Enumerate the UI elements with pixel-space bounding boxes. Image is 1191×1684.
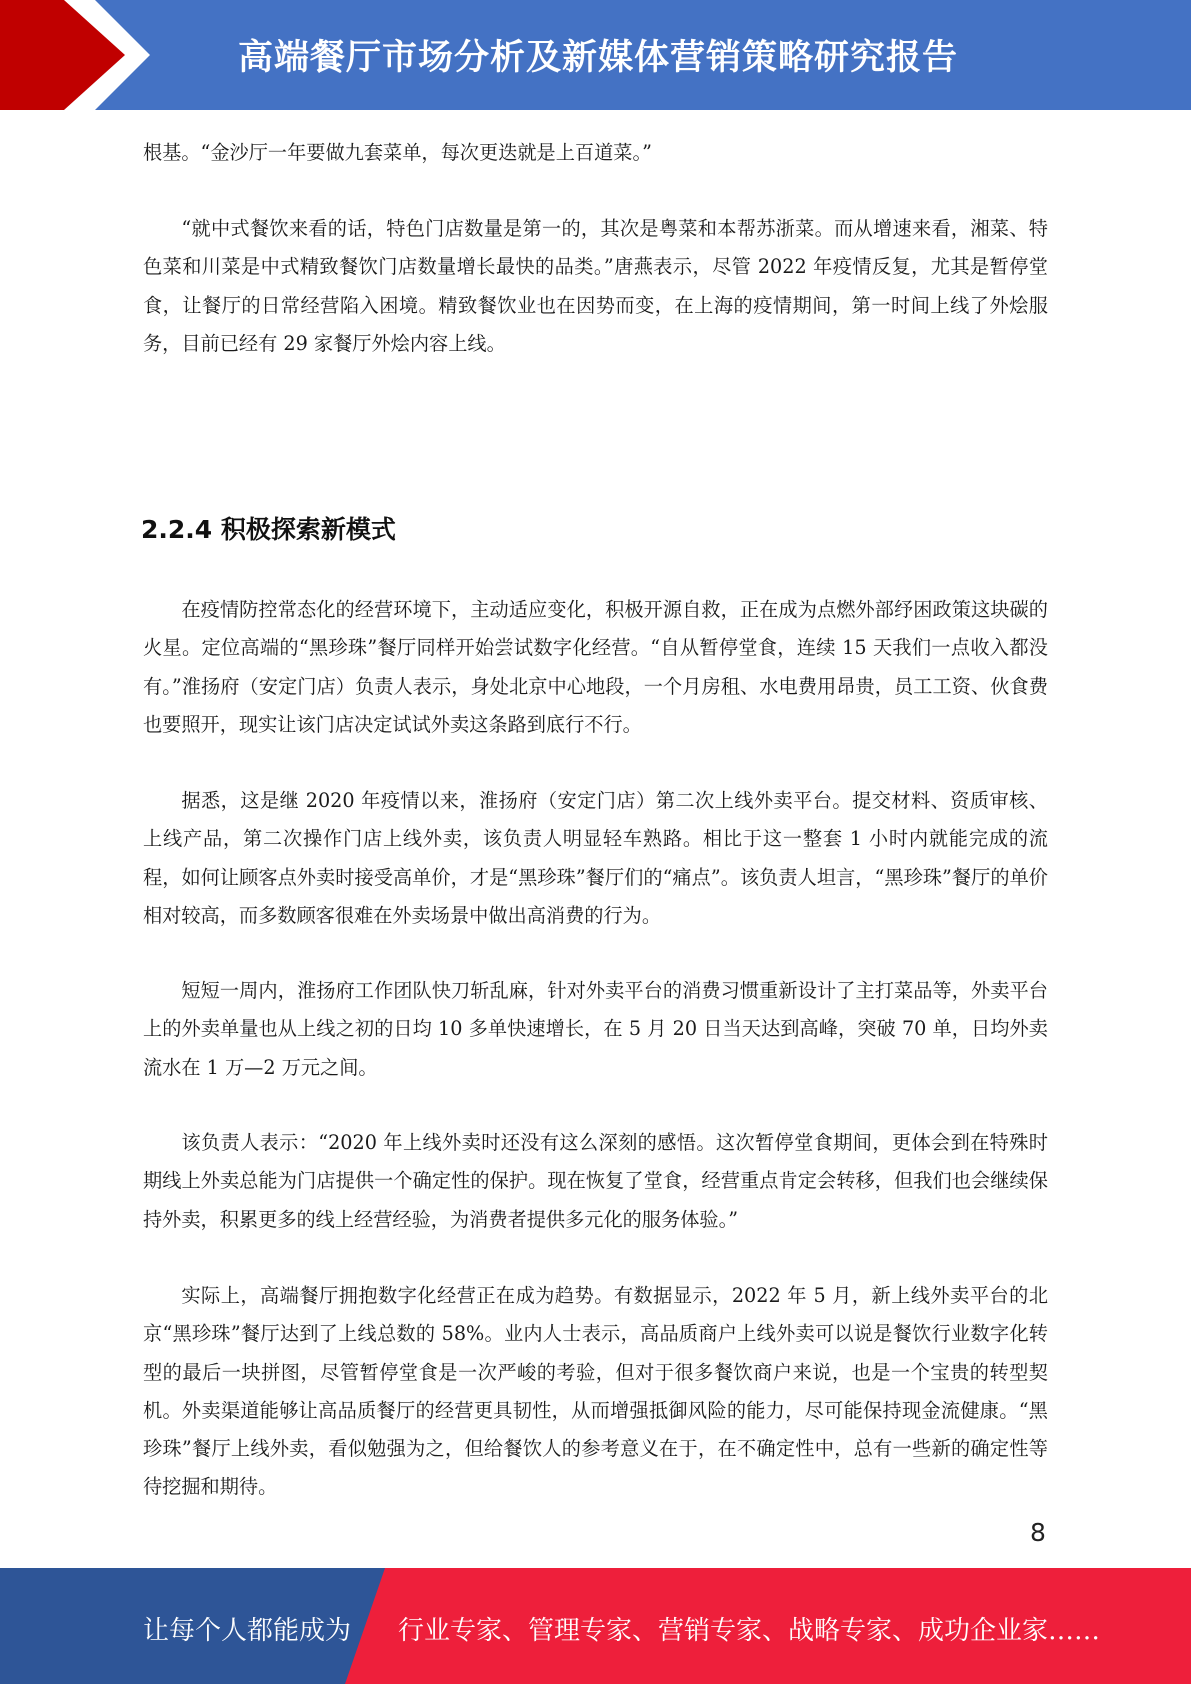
- section-heading: 2.2.4 积极探索新模式: [141, 515, 396, 544]
- header-title: 高端餐厅市场分析及新媒体营销策略研究报告: [238, 38, 959, 78]
- paragraph-continuation: 根基。“金沙厅一年要做九套菜单，每次更迭就是上百道菜。”: [143, 141, 652, 164]
- paragraph: 短短一周内，淮扬府工作团队快刀斩乱麻，针对外卖平台的消费习惯重新设计了主打菜品等，外卖平台上的外卖单量也从上线之初的日均 10 多单快速增长，在 5 月 20 日当天达到高峰，突破 70 单，日均外卖流水在 1 万—2 万元之间。: [143, 979, 1048, 1079]
- paragraph: 实际上，高端餐厅拥抱数字化经营正在成为趋势。有数据显示，2022 年 5 月，新上线外卖平台的北京“黑珍珠”餐厅达到了上线总数的 58%。业内人士表示，高品质商户上线外卖可以说是餐饮行业数字化转型的最后一块拼图，尽管暂停堂食是一次严峻的考验，但对于很多餐饮商户来说，也是一个宝贵的转型契机。外卖渠道能够让高品质餐厅的经营更具韧性，从而增强抵御风险的能力，尽可能保持现金流健康。“黑珍珠”餐厅上线外卖，看似勉强为之，但给餐饮人的参考意义在于，在不确定性中，总有一些新的确定性等待挖掘和期待。: [143, 1284, 1048, 1499]
- footer-slogan-left: 让每个人都能成为: [143, 1616, 352, 1646]
- paragraph: “就中式餐饮来看的话，特色门店数量是第一的，其次是粤菜和本帮苏浙菜。而从增速来看，湘菜、特色菜和川菜是中式精致餐饮门店数量增长最快的品类。”唐燕表示，尽管 2022 年疫情反复，尤其是暂停堂食，让餐厅的日常经营陷入困境。精致餐饮业也在因势而变，在上海的疫情期间，第一时间上线了外烩服务，目前已经有 29 家餐厅外烩内容上线。: [143, 217, 1048, 355]
- paragraph: 该负责人表示：“2020 年上线外卖时还没有这么深刻的感悟。这次暂停堂食期间，更体会到在特殊时期线上外卖总能为门店提供一个确定性的保护。现在恢复了堂食，经营重点肯定会转移，但我们也会继续保持外卖，积累更多的线上经营经验，为消费者提供多元化的服务体验。”: [143, 1131, 1048, 1231]
- paragraph: 据悉，这是继 2020 年疫情以来，淮扬府（安定门店）第二次上线外卖平台。提交材料、资质审核、上线产品，第二次操作门店上线外卖，该负责人明显轻车熟路。相比于这一整套 1 小时内就能完成的流程，如何让顾客点外卖时接受高单价，才是“黑珍珠”餐厅们的“痛点”。该负责人坦言，“黑珍珠”餐厅的单价相对较高，而多数顾客很难在外卖场景中做出高消费的行为。: [143, 789, 1048, 927]
- paragraph: 在疫情防控常态化的经营环境下，主动适应变化，积极开源自救，正在成为点燃外部纾困政策这块碳的火星。定位高端的“黑珍珠”餐厅同样开始尝试数字化经营。“自从暂停堂食，连续 15 天我们一点收入都没有。”淮扬府（安定门店）负责人表示，身处北京中心地段，一个月房租、水电费用昂贵，员工工资、伙食费也要照开，现实让该门店决定试试外卖这条路到底行不行。: [143, 598, 1048, 736]
- footer-slogan-right: 行业专家、管理专家、营销专家、战略专家、成功企业家……: [398, 1616, 1101, 1646]
- page-number: 8: [1030, 1518, 1046, 1547]
- footer-banner: [0, 1568, 1191, 1684]
- header-banner: [0, 0, 1191, 110]
